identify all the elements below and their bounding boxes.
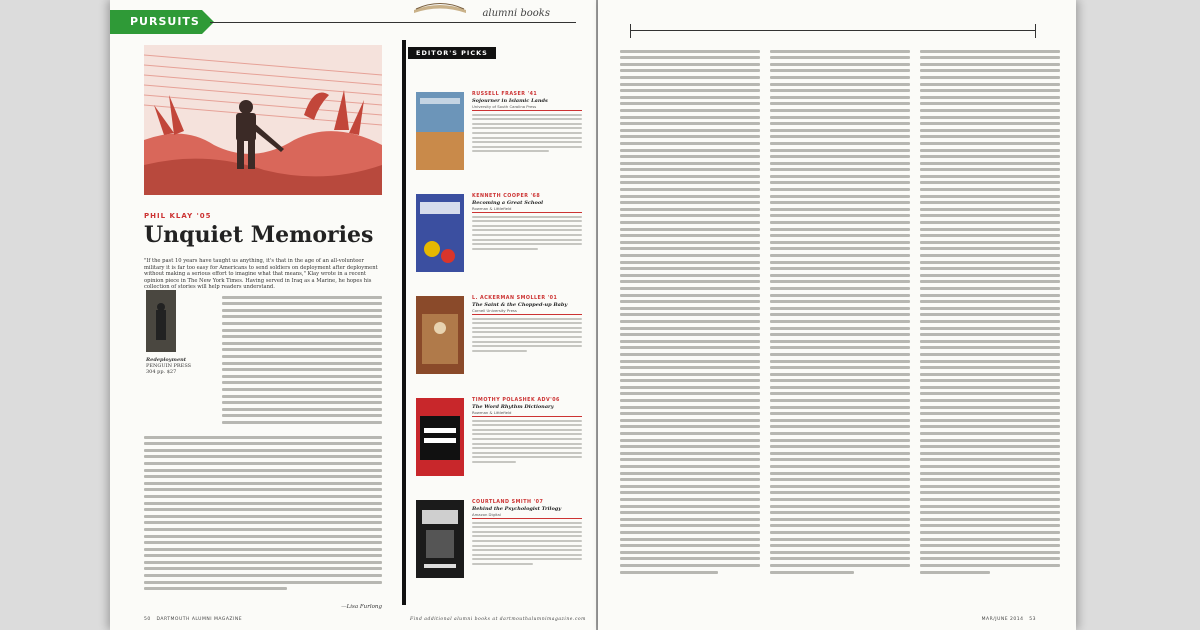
right-column-2	[770, 46, 910, 577]
pick-publisher: University of South Carolina Press	[472, 104, 582, 111]
right-footer	[982, 617, 1036, 622]
article-signature: —Lisa Furlong	[341, 604, 382, 610]
book-cover	[416, 500, 464, 578]
left-page	[110, 0, 596, 630]
book-cover	[416, 194, 464, 272]
pick-author: L. ACKERMAN SMOLLER '01	[472, 296, 558, 301]
book-caption	[146, 357, 191, 375]
right-page	[598, 0, 1076, 630]
pick-publisher: Rowman & Littlefield	[472, 410, 582, 417]
book-meta: 304 pp. $27	[146, 369, 177, 375]
book-cover	[416, 296, 464, 374]
section-rule	[210, 22, 576, 23]
right-header-rule	[630, 30, 1036, 31]
pick-author: KENNETH COOPER '68	[472, 194, 541, 199]
pick-description	[472, 318, 582, 352]
books-icon	[410, 0, 470, 14]
article-title: Unquiet Memories	[144, 222, 374, 248]
pick-description	[472, 522, 582, 565]
pick-author: RUSSELL FRASER '41	[472, 92, 538, 97]
right-issue-date: MAR/JUNE 2014	[981, 617, 1024, 622]
pick-publisher: Amazon Digital	[472, 512, 582, 519]
pick-author: TIMOTHY POLASHEK ADV'06	[472, 398, 560, 403]
left-footer	[144, 617, 242, 622]
book-cover	[416, 398, 464, 476]
pick-title: The Word Rhythm Dictionary	[472, 404, 554, 410]
section-label: alumni books	[482, 8, 550, 19]
left-footer-note: Find additional alumni books at dartmouthalumnimagazine.com	[410, 617, 586, 622]
article-body-bottom	[144, 432, 382, 594]
pick-publisher: Rowman & Littlefield	[472, 206, 582, 213]
soldier-illustration	[144, 45, 382, 195]
right-column-1	[620, 46, 760, 577]
pick-title: Behind the Psychologist Trilogy	[472, 506, 562, 512]
book-cover-redeployment	[146, 290, 176, 352]
pick-title: The Saint & the Chopped-up Baby	[472, 302, 568, 308]
left-magazine-name: DARTMOUTH ALUMNI MAGAZINE	[156, 617, 243, 622]
article-intro: "If the past 10 years have taught us anything, it's that in the age of an all-volunteer military it is far too easy for Americans to send soldiers on deployment after deployment without making a serious effort to imagine what that means," Klay wrote in a recent opinion piece in The New York Times. Having served in Iraq as a Marine, he hopes his collection of stories will help readers understand.	[144, 258, 378, 291]
section-ribbon: PURSUITS	[110, 10, 202, 34]
book-title: Redeployment	[146, 357, 187, 363]
pick-description	[472, 216, 582, 250]
pick-title: Sojourner in Islamic Lands	[472, 98, 548, 104]
right-page-number: 53	[1029, 617, 1036, 622]
editors-picks	[402, 40, 584, 610]
book-cover	[416, 92, 464, 170]
pick-publisher: Cornell University Press	[472, 308, 582, 315]
article-byline: PHIL KLAY '05	[144, 212, 212, 220]
book-publisher: PENGUIN PRESS	[146, 363, 192, 369]
picks-heading: EDITOR'S PICKS	[408, 47, 496, 59]
picks-bar	[402, 40, 406, 605]
left-page-number: 50	[144, 617, 151, 622]
pick-description	[472, 114, 582, 153]
pick-title: Becoming a Great School	[472, 200, 544, 206]
article-body-top	[222, 292, 382, 427]
pick-author: COURTLAND SMITH '07	[472, 500, 544, 505]
pick-description	[472, 420, 582, 463]
right-column-3	[920, 46, 1060, 577]
